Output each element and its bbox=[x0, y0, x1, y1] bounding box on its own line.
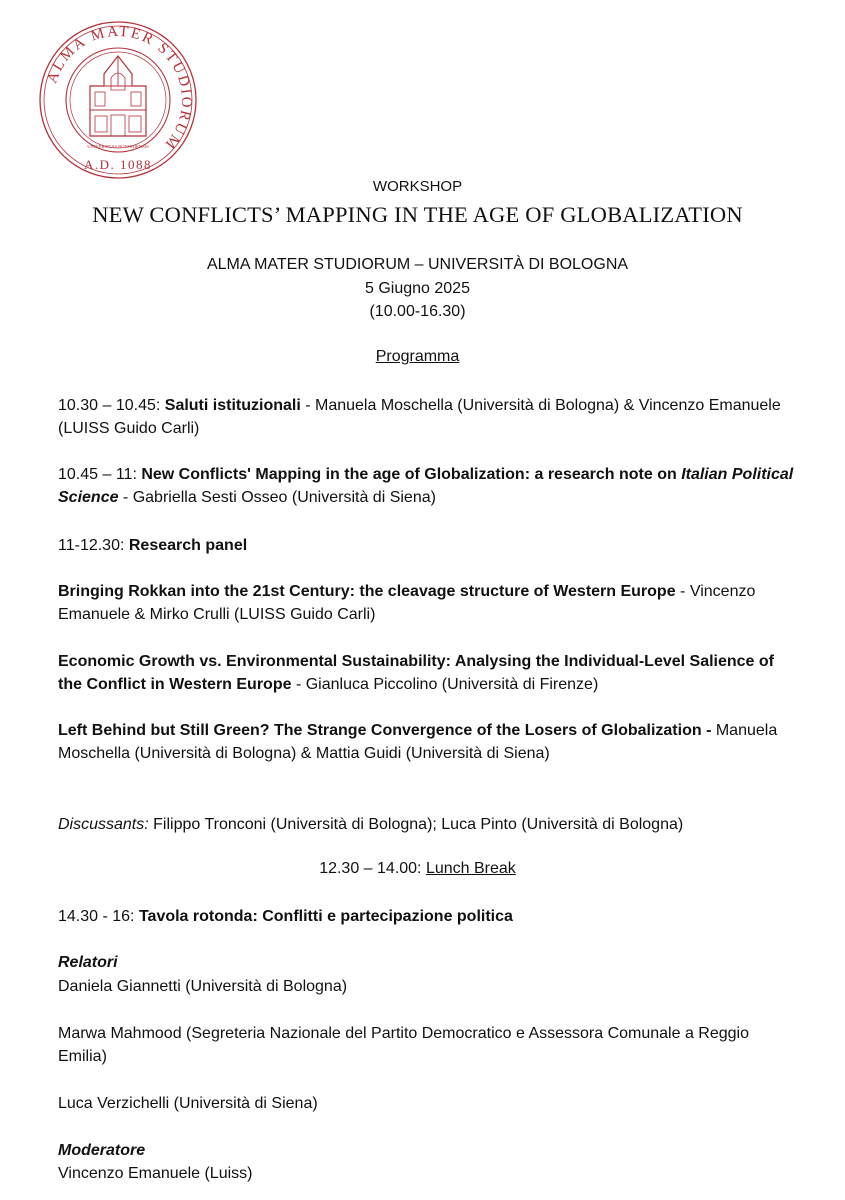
session-speakers: - Gabriella Sesti Osseo (Università di Siena) bbox=[118, 488, 436, 506]
relatori-label: Relatori bbox=[58, 954, 118, 971]
session-time: 14.30 - 16: bbox=[58, 908, 139, 925]
relatore-1: Daniela Giannetti (Università di Bologna) bbox=[58, 978, 348, 995]
session-welcome bbox=[58, 395, 798, 440]
lunch-label: Lunch Break bbox=[425, 860, 516, 877]
session-title-italic: Italian Political Science bbox=[58, 466, 794, 506]
university-name: ALMA MATER STUDIORUM – UNIVERSITÀ DI BOLOGNA bbox=[206, 256, 629, 273]
session-time: 11-12.30: bbox=[58, 537, 129, 554]
paper-speakers: - Gianluca Piccolino (Università di Firenze) bbox=[291, 675, 599, 693]
discussants bbox=[58, 814, 798, 837]
event-date: 5 Giugno 2025 bbox=[365, 280, 470, 297]
paper-speakers: Manuela Moschella (Università di Bologna) & Mattia Guidi (Università di Siena) bbox=[58, 722, 778, 762]
paper-title: Bringing Rokkan into the 21st Century: the cleavage structure of Western Europe bbox=[58, 583, 676, 600]
session-research-panel bbox=[58, 535, 798, 558]
moderatore-name: Vincenzo Emanuele (Luiss) bbox=[58, 1165, 253, 1182]
relatore-2: Marwa Mahmood (Segreteria Nazionale del Partito Democratico e Assessora Comunale a Reggio Emilia) bbox=[58, 1025, 749, 1065]
session-title: Saluti istituzionali bbox=[164, 397, 301, 414]
programme-heading: Programma bbox=[375, 348, 460, 365]
seal-date-text: A.D. 1088 bbox=[83, 157, 153, 172]
paper-speakers: - Vincenzo Emanuele & Mirko Crulli (LUISS Guido Carli) bbox=[58, 583, 756, 623]
session-research-note bbox=[58, 464, 798, 509]
panel-paper-3 bbox=[58, 720, 798, 765]
workshop-label: WORKSHOP bbox=[372, 178, 463, 195]
university-seal-logo bbox=[38, 20, 198, 180]
discussants-label: Discussants: bbox=[58, 816, 149, 833]
event-hours: (10.00-16.30) bbox=[369, 303, 466, 320]
seal-inner-text: UNIVERSITAS BONONIENSIS bbox=[87, 144, 149, 149]
paper-title: Left Behind but Still Green? The Strange Convergence of the Losers of Globalization - bbox=[58, 722, 716, 739]
panel-paper-1 bbox=[58, 581, 798, 626]
session-title: Tavola rotonda: Conflitti e partecipazione politica bbox=[138, 908, 513, 925]
relatore-3: Luca Verzichelli (Università di Siena) bbox=[58, 1095, 318, 1112]
seal-ring-text: ALMA MATER STUDIORUM bbox=[44, 23, 195, 154]
session-time: 10.45 – 11: bbox=[58, 466, 142, 483]
workshop-title: NEW CONFLICTS’ MAPPING IN THE AGE OF GLOBALIZATION bbox=[92, 202, 743, 227]
session-round-table bbox=[58, 906, 798, 929]
session-speakers: - Manuela Moschella (Università di Bologna) & Vincenzo Emanuele (LUISS Guido Carli) bbox=[58, 397, 781, 437]
panel-paper-2 bbox=[58, 651, 798, 696]
discussants-names: Filippo Tronconi (Università di Bologna); Luca Pinto (Università di Bologna) bbox=[148, 816, 684, 833]
session-title: Research panel bbox=[128, 537, 248, 554]
session-time: 10.30 – 10.45: bbox=[58, 397, 165, 414]
paper-title: Economic Growth vs. Environmental Sustainability: Analysing the Individual-Level Salience of the Conflict in Western Europe bbox=[58, 653, 774, 693]
moderatore-label: Moderatore bbox=[58, 1142, 146, 1159]
session-title: New Conflicts' Mapping in the age of Globalization: a research note on bbox=[141, 466, 682, 483]
lunch-time: 12.30 – 14.00: bbox=[319, 860, 426, 877]
lunch-break bbox=[0, 860, 835, 878]
